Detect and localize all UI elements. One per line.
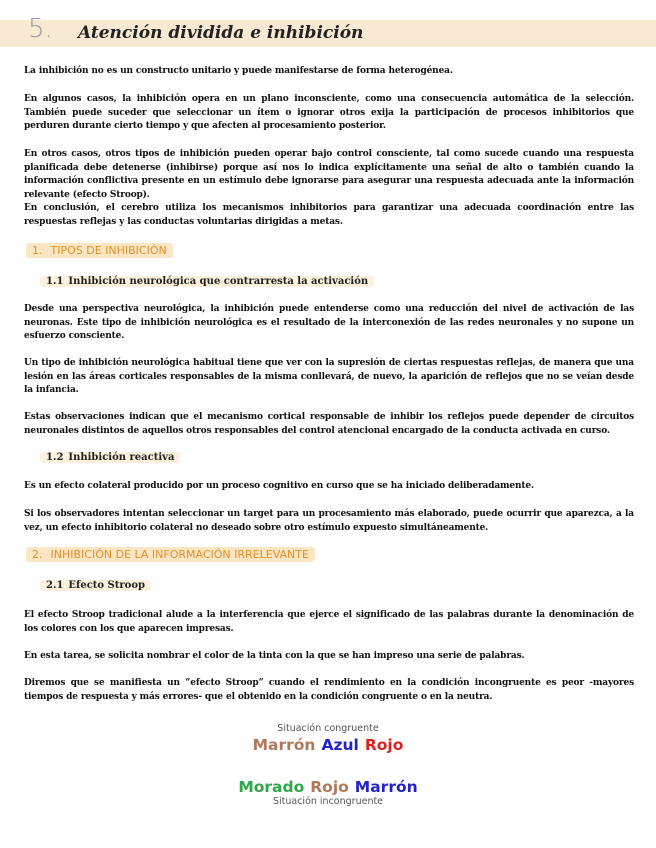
incongruent-words <box>0 778 656 796</box>
subsection-label: Efecto Stroop <box>68 580 145 591</box>
section-label: INHIBICIÓN DE LA INFORMACIÓN IRRELEVANTE <box>50 548 309 561</box>
paragraph: En otros casos, otros tipos de inhibición pueden operar bajo control consciente, tal como sucede cuando una respuesta planificada debe detenerse (inhibirse) porque así nos lo indica explícitamente una señal de alto o también cuando la información conflictiva presente en un estímulo debe ignorarse para asegurar una respuesta adecuada ante la información relevante (efecto Stroop). <box>24 149 634 200</box>
paragraph: En esta tarea, se solicita nombrar el color de la tinta con la que se han impreso una serie de palabras. <box>24 651 525 661</box>
stroop-word: Rojo <box>364 736 404 754</box>
subsection-label: Inhibición neurológica que contrarresta la activación <box>68 276 369 287</box>
stroop-word: Marrón <box>252 736 316 754</box>
subsection-number: 2.1 <box>46 580 64 591</box>
section-number: 2. <box>32 548 43 561</box>
paragraph: Diremos que se manifiesta un “efecto Stroop” cuando el rendimiento en la condición incongruente es peor -mayores tiempos de respuesta y más errores- que el obtenido en la condición congruente o en la neutra. <box>24 678 634 702</box>
incongruent-caption: Situación incongruente <box>272 796 384 807</box>
chapter-number: 5. <box>28 14 53 44</box>
subsection-heading-1-2 <box>40 452 180 463</box>
stroop-word: Azul <box>321 736 359 754</box>
subsection-number: 1.2 <box>46 452 64 463</box>
paragraph: En conclusión, el cerebro utiliza los mecanismos inhibitorios para garantizar una adecuada coordinación entre las respuestas reflejas y las conductas voluntarias dirigidas a metas. <box>24 203 634 227</box>
congruent-words <box>0 736 656 754</box>
section-heading-2 <box>26 547 315 562</box>
paragraph: El efecto Stroop tradicional alude a la interferencia que ejerce el significado de las palabras durante la denominación de los colores con los que aparecen impresas. <box>24 610 634 634</box>
section-number: 1. <box>32 244 43 257</box>
paragraph: Desde una perspectiva neurológica, la inhibición puede entenderse como una reducción del nivel de activación de las neuronas. Este tipo de inhibición neurológica es el resultado de la interconexión de las redes neuronales y no supone un esfuerzo consciente. <box>24 304 634 341</box>
section-heading-1 <box>26 243 173 258</box>
stroop-word: Rojo <box>310 778 349 796</box>
subsection-number: 1.1 <box>46 276 64 287</box>
subsection-label: Inhibición reactiva <box>68 452 175 463</box>
paragraph: En algunos casos, la inhibición opera en un plano inconsciente, como una consecuencia automática de la selección. También puede suceder que seleccionar un ítem o ignorar otros exija la participación de procesos inhibitorios que perduren durante cierto tiempo y que afecten al procesamiento posterior. <box>24 94 634 131</box>
subsection-heading-2-1 <box>40 580 151 591</box>
paragraph: Si los observadores intentan seleccionar un target para un procesamiento más elaborado, puede ocurrir que aparezca, a la vez, un efecto inhibitorio colateral no deseado sobre otro estímulo expuesto simultáneamente. <box>24 509 634 533</box>
subsection-heading-1-1 <box>40 276 374 287</box>
stroop-word: Morado <box>238 778 305 796</box>
stroop-figure <box>0 723 656 807</box>
paragraph: La inhibición no es un constructo unitario y puede manifestarse de forma heterogénea. <box>24 66 453 76</box>
paragraph: Estas observaciones indican que el mecanismo cortical responsable de inhibir los reflejos puede depender de circuitos neuronales distintos de aquellos otros responsables del control atencional encargado de la conducta activada en curso. <box>24 412 634 436</box>
stroop-word: Marrón <box>354 778 418 796</box>
paragraph: Un tipo de inhibición neurológica habitual tiene que ver con la supresión de ciertas respuestas reflejas, de manera que una lesión en las áreas corticales responsables de la misma conllevará, de nuevo, la aparición de reflejos que no se veían desde la infancia. <box>24 358 634 395</box>
congruent-caption: Situación congruente <box>277 723 379 734</box>
section-label: TIPOS DE INHIBICIÓN <box>50 244 167 257</box>
chapter-title: Atención dividida e inhibición <box>78 23 364 43</box>
paragraph: Es un efecto colateral producido por un proceso cognitivo en curso que se ha iniciado deliberadamente. <box>24 481 534 491</box>
